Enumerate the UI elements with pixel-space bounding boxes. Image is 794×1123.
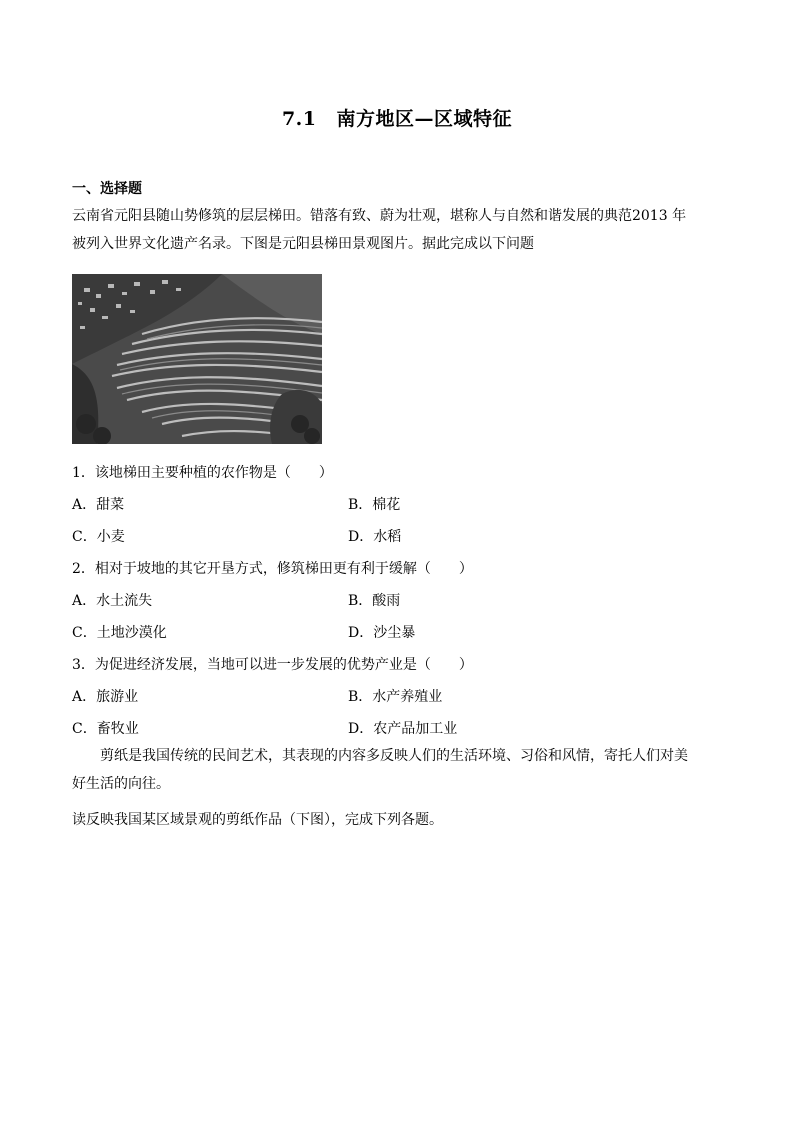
passage-line-3: 读反映我国某区域景观的剪纸作品（下图），完成下列各题。 bbox=[72, 812, 443, 828]
question-3-option-b: B．水产养殖业 bbox=[348, 689, 443, 705]
question-1-option-a: A．甜菜 bbox=[72, 497, 125, 513]
question-1-option-b: B．棉花 bbox=[348, 497, 401, 513]
passage-line-1: 剪纸是我国传统的民间艺术，其表现的内容多反映人们的生活环境、习俗和风情，寄托人们对美 bbox=[100, 748, 688, 764]
passage-line-2: 好生活的向往。 bbox=[72, 776, 170, 792]
papercut-passage bbox=[72, 742, 722, 834]
question-2-option-a: A．水土流失 bbox=[72, 593, 153, 609]
title-text: 南方地区—区域特征 bbox=[336, 108, 513, 130]
question-2-option-c: C．土地沙漠化 bbox=[72, 625, 167, 641]
question-1-stem: 1．该地梯田主要种植的农作物是（ ） bbox=[72, 465, 333, 481]
question-2-stem: 2．相对于坡地的其它开垦方式，修筑梯田更有利于缓解（ ） bbox=[72, 561, 473, 577]
page-title bbox=[0, 104, 794, 131]
title-number: 7.1 bbox=[281, 108, 317, 130]
question-1-option-d: D．水稻 bbox=[348, 529, 402, 545]
section-heading: 一、选择题 bbox=[72, 181, 142, 197]
intro-paragraph bbox=[72, 202, 722, 258]
question-1-option-c: C．小麦 bbox=[72, 529, 125, 545]
terraced-field-photo bbox=[72, 274, 322, 444]
question-3-option-a: A．旅游业 bbox=[72, 689, 139, 705]
question-3-stem: 3．为促进经济发展，当地可以进一步发展的优势产业是（ ） bbox=[72, 657, 473, 673]
question-2-option-d: D．沙尘暴 bbox=[348, 625, 416, 641]
question-2-option-b: B．酸雨 bbox=[348, 593, 401, 609]
intro-line-1: 云南省元阳县随山势修筑的层层梯田。错落有致、蔚为壮观，堪称人与自然和谐发展的典范2013 年 bbox=[72, 208, 687, 224]
intro-line-2: 被列入世界文化遗产名录。下图是元阳县梯田景观图片。据此完成以下问题 bbox=[72, 236, 534, 252]
question-3-option-d: D．农产品加工业 bbox=[348, 721, 458, 737]
question-3-option-c: C．畜牧业 bbox=[72, 721, 139, 737]
